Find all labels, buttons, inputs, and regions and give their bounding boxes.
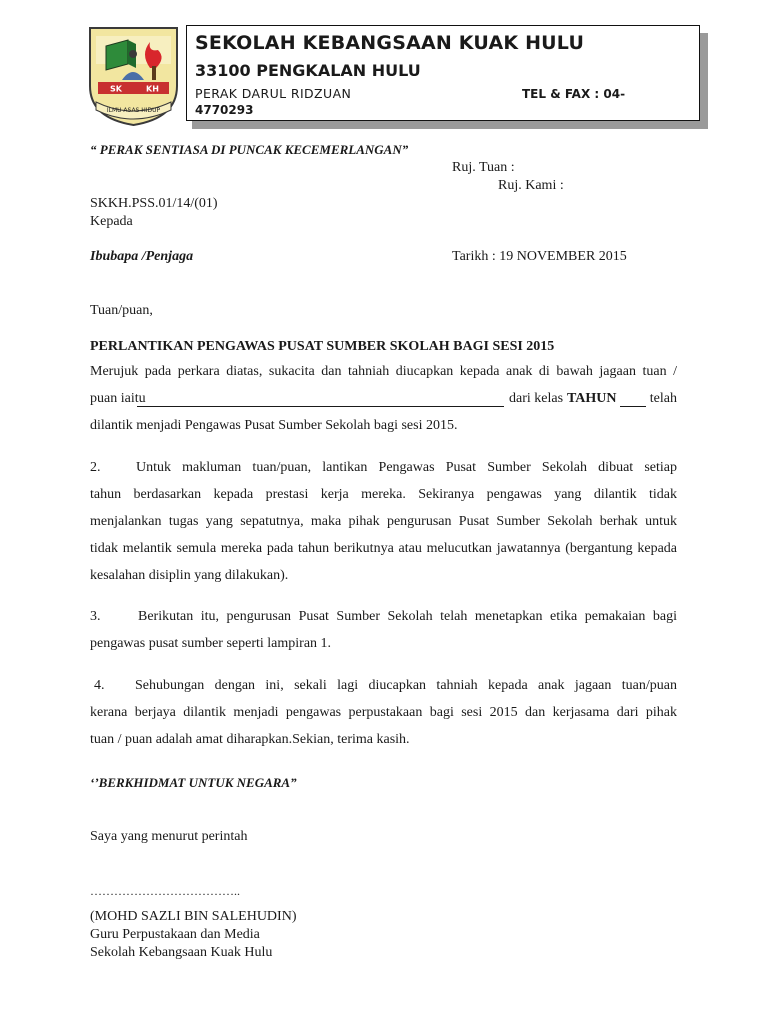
class-number-blank xyxy=(620,405,646,407)
logo-motto: ILMU ASAS HIDUP xyxy=(106,107,161,114)
paragraph-3-line: pengawas pusat sumber seperti lampiran 1. xyxy=(90,636,332,651)
signature-line: ……………………………….. xyxy=(90,884,240,898)
paragraph-3-line xyxy=(90,607,677,634)
logo-initials-left: SK xyxy=(110,84,122,94)
salutation: Tuan/puan, xyxy=(90,303,153,318)
school-postcode-city: 33100 PENGKALAN HULU xyxy=(195,61,421,80)
paragraph-2-number: 2. xyxy=(90,460,101,475)
school-name: SEKOLAH KEBANGSAAN KUAK HULU xyxy=(195,32,585,54)
paragraph-4-line: tuan / puan adalah amat diharapkan.Sekian, terima kasih. xyxy=(90,732,410,747)
paragraph-2-line: tidak melantik semula mereka pada tahun berikutnya atau melucutkan jawatannya (bergantung kepada xyxy=(90,541,677,556)
paragraph-1 xyxy=(90,362,677,443)
recipient: Ibubapa /Penjaga xyxy=(90,249,194,264)
class-year: TAHUN xyxy=(567,391,617,406)
kepada-label: Kepada xyxy=(90,214,133,229)
state-motto: “ PERAK SENTIASA DI PUNCAK KECEMERLANGAN” xyxy=(90,142,409,157)
student-name-blank xyxy=(137,405,504,407)
reference-number: SKKH.PSS.01/14/(01) xyxy=(90,196,218,211)
signatory-school: Sekolah Kebangsaan Kuak Hulu xyxy=(90,945,273,960)
letter-subject: PERLANTIKAN PENGAWAS PUSAT SUMBER SKOLAH BAGI SESI 2015 xyxy=(90,339,555,354)
paragraph-2-line: menjalankan tugas yang sepatutnya, maka pihak pengurusan Pusat Sumber Sekolah berhak untuk xyxy=(90,514,677,529)
paragraph-2-line xyxy=(90,458,677,485)
paragraph-2-line: kesalahan disiplin yang dilakukan). xyxy=(90,568,289,583)
paragraph-2-line: tahun berdasarkan kepada prestasi kerja mereka. Sekiranya pengawas yang dilantik tidak xyxy=(90,487,677,502)
letter-date: Tarikh : 19 NOVEMBER 2015 xyxy=(452,249,627,264)
paragraph-4-text: Sehubungan dengan ini, sekali lagi diucapkan tahniah kepada anak jagaan tuan/puan xyxy=(135,678,677,693)
paragraph-3-number: 3. xyxy=(90,609,101,624)
telah-word: telah xyxy=(649,391,677,406)
paragraph-3 xyxy=(90,607,677,661)
school-logo xyxy=(84,24,183,128)
closing-motto: ‘’BERKHIDMAT UNTUK NEGARA” xyxy=(90,775,297,790)
signatory-name: (MOHD SAZLI BIN SALEHUDIN) xyxy=(90,909,297,924)
paragraph-4 xyxy=(90,676,677,757)
paragraph-1-line: Merujuk pada perkara diatas, sukacita dan tahniah diucapkan kepada anak di bawah jagaan tuan / xyxy=(90,364,677,379)
tel-fax-label: TEL & FAX : 04- xyxy=(522,87,626,101)
puan-iaitu-label: puan iaitu xyxy=(90,391,146,406)
paragraph-2 xyxy=(90,458,677,593)
tel-fax-number: 4770293 xyxy=(195,103,254,117)
paragraph-4-line: kerana berjaya dilantik menjadi pengawas perpustakaan bagi sesi 2015 dan kerjasama dari pihak xyxy=(90,705,677,720)
paragraph-2-text: Untuk makluman tuan/puan, lantikan Pengawas Pusat Sumber Sekolah dibuat setiap xyxy=(136,460,677,475)
paragraph-4-number: 4. xyxy=(94,678,105,693)
paragraph-1-line-student xyxy=(90,389,677,416)
closing-phrase: Saya yang menurut perintah xyxy=(90,829,248,844)
paragraph-4-line xyxy=(90,676,677,703)
ruj-tuan: Ruj. Tuan : xyxy=(452,160,515,175)
class-label: dari kelas xyxy=(509,391,564,406)
signatory-title: Guru Perpustakaan dan Media xyxy=(90,927,260,942)
letterhead-box xyxy=(186,25,700,121)
logo-initials-right: KH xyxy=(146,84,159,94)
paragraph-1-line: dilantik menjadi Pengawas Pusat Sumber Sekolah bagi sesi 2015. xyxy=(90,418,458,433)
ruj-kami: Ruj. Kami : xyxy=(498,178,564,193)
school-state: PERAK DARUL RIDZUAN xyxy=(195,86,352,101)
paragraph-3-text: Berikutan itu, pengurusan Pusat Sumber Sekolah telah menetapkan etika pemakaian bagi xyxy=(138,609,677,624)
